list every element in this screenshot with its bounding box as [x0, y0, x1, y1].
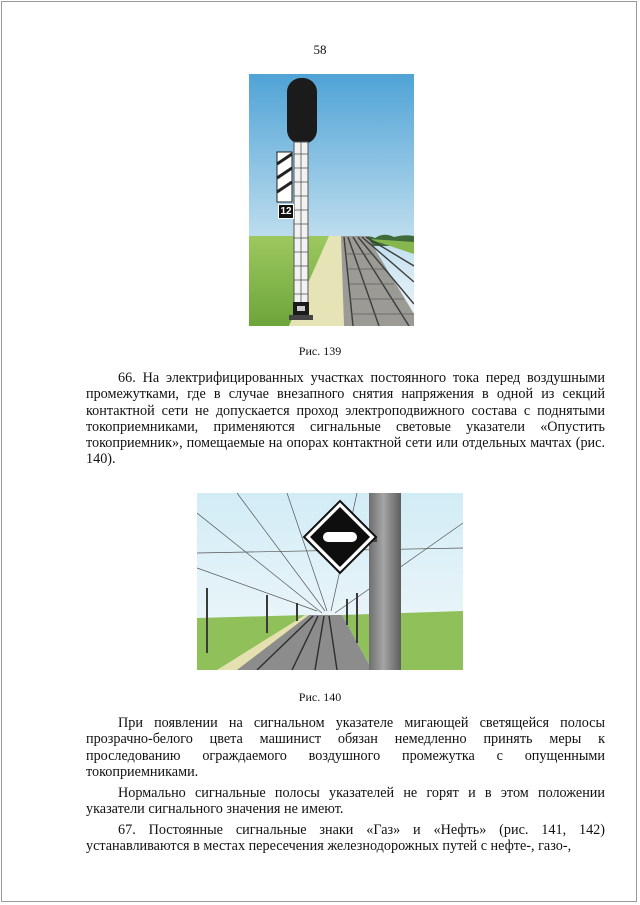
paragraph-67: 67. Постоянные сигнальные знаки «Газ» и «Нефть» (рис. 141, 142) устанавливаются в местах пересечения железнодорожных путей с нефте-, газо-,	[86, 822, 605, 855]
figure-140-image	[197, 493, 463, 670]
paragraph-normally-off: Нормально сигнальные полосы указателей не горят и в этом положении указатели сигнального значения не имеют.	[86, 785, 605, 818]
figure-139-image	[249, 74, 414, 326]
paragraph-66: 66. На электрифицированных участках постоянного тока перед воздушными промежутками, где в случае внезапного снятия напряжения в одной из секций контактной сети не допускается проход электроподвижного состава с поднятыми токоприемниками, применяются сигнальные световые указатели «Опустить токоприемник», помещаемые на опорах контактной сети или отдельных мачтах (рис. 140).	[86, 370, 605, 468]
signal-number-plate: 12	[278, 204, 294, 219]
paragraph-flashing-stripe: При появлении на сигнальном указателе мигающей светящейся полосы прозрачно-белого цвета машинист обязан немедленно принять меры к проследованию ограждаемого воздушного промежутка с опущенными токоприемниками.	[86, 715, 605, 780]
figure-140-caption: Рис. 140	[298, 690, 342, 704]
figure-139-caption: Рис. 139	[298, 344, 342, 358]
page-number: 58	[313, 42, 327, 57]
